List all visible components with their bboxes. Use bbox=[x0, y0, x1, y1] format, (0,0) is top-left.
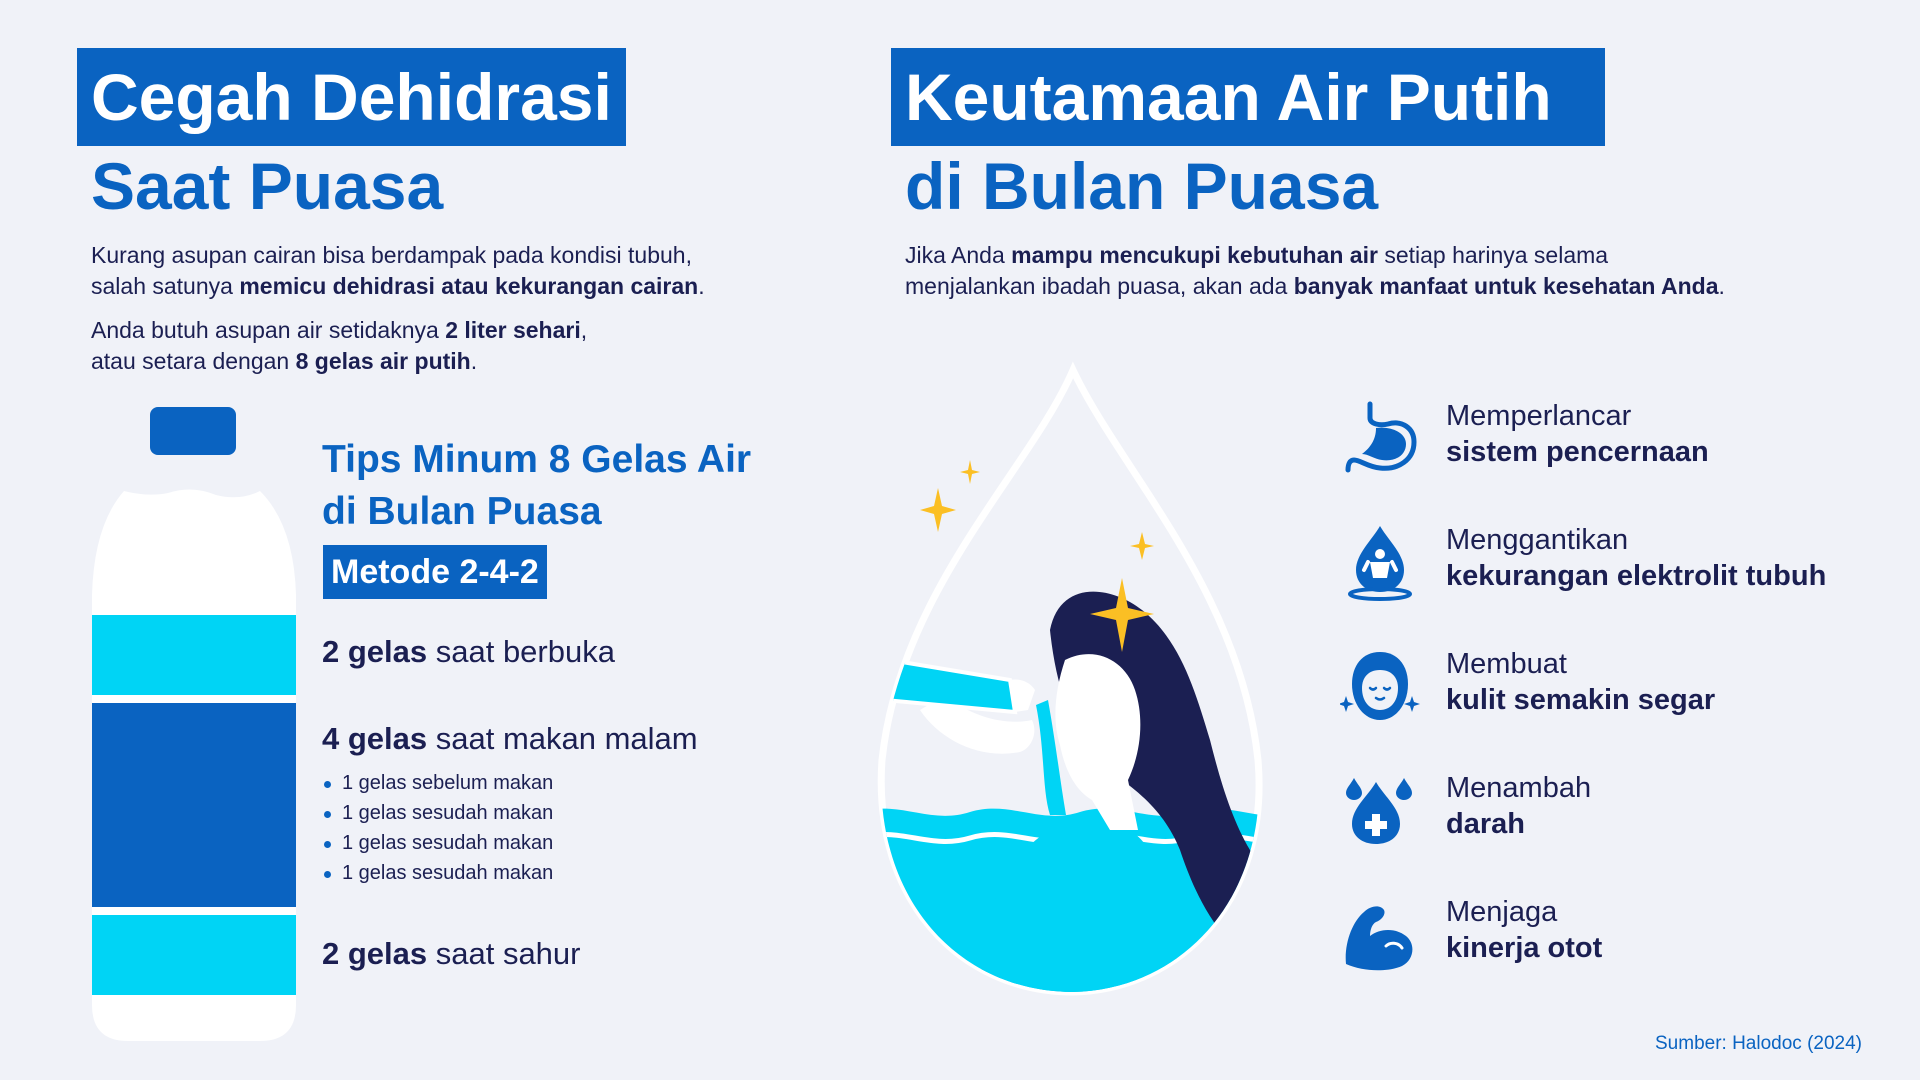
left-para2-text-c: atau setara dengan bbox=[91, 348, 296, 374]
tips-title-line2: di Bulan Puasa bbox=[322, 490, 602, 533]
stomach-icon bbox=[1340, 398, 1420, 478]
left-para1-text-c: . bbox=[698, 273, 705, 299]
benefit-line2: sistem pencernaan bbox=[1446, 436, 1709, 468]
left-para2-bold1: 2 liter sehari bbox=[445, 317, 581, 343]
left-intro-paragraph bbox=[91, 240, 811, 302]
benefit-line1: Menambah bbox=[1446, 772, 1592, 804]
bottle-cap bbox=[150, 407, 236, 455]
right-para-text-b: setiap harinya selama bbox=[1377, 242, 1609, 268]
face-skin-icon bbox=[1340, 646, 1420, 726]
left-title-line2: Saat Puasa bbox=[91, 149, 444, 223]
right-para-text-c: menjalankan ibadah puasa, akan ada bbox=[905, 273, 1294, 299]
metode-label: Metode 2-4-2 bbox=[331, 553, 539, 591]
tip-sahur-text: saat sahur bbox=[427, 936, 581, 971]
benefit-line2: kinerja otot bbox=[1446, 932, 1603, 964]
left-title-highlight bbox=[77, 48, 626, 146]
bottle-band-middle bbox=[92, 703, 296, 907]
tip-makan-malam-text: saat makan malam bbox=[427, 721, 698, 756]
tip-berbuka-text: saat berbuka bbox=[427, 634, 615, 669]
benefit-item-elektrolit bbox=[1340, 522, 1900, 612]
left-water-need-paragraph bbox=[91, 315, 811, 377]
bottle-band-top bbox=[92, 615, 296, 695]
left-para2-text-b: , bbox=[580, 317, 588, 343]
flexed-arm-icon bbox=[1340, 894, 1420, 974]
right-title-line2: di Bulan Puasa bbox=[905, 149, 1379, 223]
left-title-line1: Cegah Dehidrasi bbox=[91, 60, 612, 134]
left-para2-bold2: 8 gelas air putih bbox=[295, 348, 471, 374]
list-item: 1 gelas sesudah makan bbox=[322, 798, 553, 828]
right-para-bold2: banyak manfaat untuk kesehatan Anda bbox=[1293, 273, 1719, 299]
list-item: 1 gelas sesudah makan bbox=[322, 828, 553, 858]
tip-makan-malam bbox=[322, 719, 698, 759]
benefit-line2: darah bbox=[1446, 808, 1525, 840]
right-title-line1: Keutamaan Air Putih bbox=[905, 60, 1552, 134]
water-bottle-illustration bbox=[88, 405, 300, 1045]
list-item: 1 gelas sebelum makan bbox=[322, 768, 553, 798]
right-para-bold1: mampu mencukupi kebutuhan air bbox=[1011, 242, 1378, 268]
left-para1-text-a: Kurang asupan cairan bisa berdampak pada kondisi tubuh, bbox=[91, 242, 692, 268]
benefit-line1: Membuat bbox=[1446, 648, 1567, 680]
tips-title-line1: Tips Minum 8 Gelas Air bbox=[322, 438, 752, 481]
list-item: 1 gelas sesudah makan bbox=[322, 858, 553, 888]
tip-berbuka-count: 2 gelas bbox=[322, 634, 428, 669]
bottle-band-bottom bbox=[92, 915, 296, 995]
sparkle-icon bbox=[960, 460, 980, 484]
benefit-line2: kulit semakin segar bbox=[1446, 684, 1716, 716]
tip-sahur bbox=[322, 934, 581, 974]
benefit-item-darah bbox=[1340, 770, 1900, 860]
benefit-line1: Memperlancar bbox=[1446, 400, 1632, 432]
benefit-item-pencernaan bbox=[1340, 398, 1900, 488]
metode-badge bbox=[323, 545, 547, 599]
benefit-item-kulit bbox=[1340, 646, 1900, 736]
blood-drop-plus-icon bbox=[1340, 770, 1420, 850]
electrolyte-person-drop-icon bbox=[1340, 522, 1420, 602]
woman-drinking-water-illustration bbox=[860, 360, 1300, 1010]
right-title-highlight bbox=[891, 48, 1605, 146]
tip-berbuka bbox=[322, 632, 615, 672]
left-para1-text-b: salah satunya bbox=[91, 273, 240, 299]
tips-title bbox=[322, 434, 751, 538]
left-para2-text-d: . bbox=[470, 348, 478, 374]
benefit-line1: Menjaga bbox=[1446, 896, 1558, 928]
makan-malam-bullet-list bbox=[322, 768, 553, 888]
left-para1-bold: memicu dehidrasi atau kekurangan cairan bbox=[239, 273, 699, 299]
tip-makan-malam-count: 4 gelas bbox=[322, 721, 428, 756]
left-para2-text-a: Anda butuh asupan air setidaknya bbox=[91, 317, 446, 343]
right-para-text-d: . bbox=[1718, 273, 1725, 299]
right-intro-paragraph bbox=[905, 240, 1865, 302]
source-credit: Sumber: Halodoc (2024) bbox=[1655, 1033, 1862, 1054]
tip-sahur-count: 2 gelas bbox=[322, 936, 428, 971]
sparkle-icon bbox=[920, 488, 956, 532]
benefit-line2: kekurangan elektrolit tubuh bbox=[1446, 560, 1827, 592]
benefit-item-otot bbox=[1340, 894, 1900, 984]
right-para-text-a: Jika Anda bbox=[905, 242, 1012, 268]
benefit-line1: Menggantikan bbox=[1446, 524, 1629, 556]
